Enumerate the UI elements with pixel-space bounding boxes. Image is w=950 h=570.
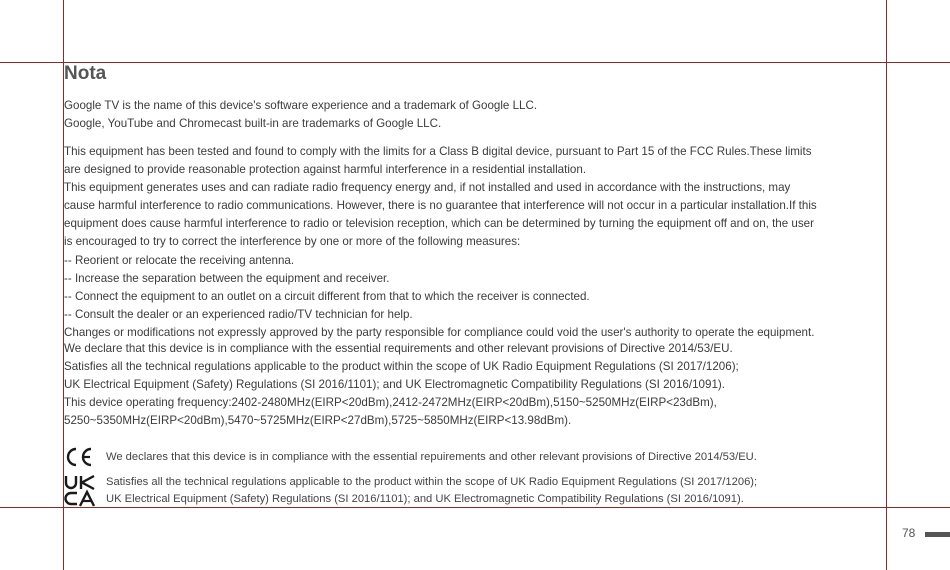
ce-mark-icon xyxy=(64,446,96,473)
fcc-line: This equipment has been tested and found to comply with the limits for a Class B digital device, pursuant to Part 15 of the FCC Rules.These limits xyxy=(64,145,812,158)
page-number: 78 xyxy=(902,526,916,540)
ce-mark-text: We declares that this device is in compliance with the essential repuirements and other relevant provisions of Directive 2014/53/EU. xyxy=(106,451,757,463)
frequency-line: This device operating frequency:2402-2480MHz(EIRP<20dBm),2412-2472MHz(EIRP<20dBm),5150~5250MHz(EIRP<23dBm), xyxy=(64,396,717,410)
fcc-line: are designed to provide reasonable protection against harmful interference in a residential installation. xyxy=(64,163,587,177)
crop-line-top xyxy=(0,62,950,63)
page-number-bar xyxy=(925,532,950,537)
fcc-measure: -- Consult the dealer or an experienced radio/TV technician for help. xyxy=(64,307,413,321)
fcc-line: This equipment generates uses and can radiate radio frequency energy and, if not installed and used in accordance with the instructions, may xyxy=(64,181,791,195)
trademark-notice xyxy=(64,97,537,133)
fcc-statement xyxy=(64,143,817,342)
fcc-measure: -- Increase the separation between the equipment and receiver. xyxy=(64,271,390,285)
fcc-line: Changes or modifications not expressly approved by the party responsible for compliance could void the user's authority to operate the equipment. xyxy=(64,325,815,339)
fcc-measure: -- Reorient or relocate the receiving antenna. xyxy=(64,253,295,267)
fcc-line: cause harmful interference to radio communications. However, there is no guarantee that interference will not occur in a particular installation.If this xyxy=(64,199,817,213)
fcc-measure: -- Connect the equipment to an outlet on a circuit different from that to which the receiver is connected. xyxy=(64,289,590,303)
trademark-line: Google TV is the name of this device's software experience and a trademark of Google LLC. xyxy=(64,99,538,112)
fcc-line: equipment does cause harmful interference to radio or television reception, which can be determined by turning the equipment off and on, the user xyxy=(64,217,814,231)
ukca-line: UK Electrical Equipment (Safety) Regulations (SI 2016/1101); and UK Electromagnetic Compatibility Regulations (SI 2016/1091). xyxy=(106,493,744,505)
ce-mark-row xyxy=(64,446,757,473)
ukca-mark-icon xyxy=(64,474,96,513)
declaration-line: UK Electrical Equipment (Safety) Regulations (SI 2016/1101); and UK Electromagnetic Compatibility Regulations (SI 2016/1091). xyxy=(64,378,725,392)
eu-uk-declaration xyxy=(64,340,739,430)
page-title: Nota xyxy=(64,63,107,84)
declaration-line: Satisfies all the technical regulations applicable to the product within the scope of UK Radio Equipment Regulations (SI 2017/1206); xyxy=(64,360,739,374)
trademark-line: Google, YouTube and Chromecast built-in are trademarks of Google LLC. xyxy=(64,117,442,131)
declaration-line: We declare that this device is in compliance with the essential requirements and other relevant provisions of Directive 2014/53/EU. xyxy=(64,342,733,355)
ukca-line: Satisfies all the technical regulations applicable to the product within the scope of UK Radio Equipment Regulations (SI 2017/1206); xyxy=(106,476,758,488)
ukca-mark-text xyxy=(106,474,757,508)
fcc-line: is encouraged to try to correct the interference by one or more of the following measures: xyxy=(64,235,521,249)
frequency-line: 5250~5350MHz(EIRP<20dBm),5470~5725MHz(EIRP<27dBm),5725~5850MHz(EIRP<13.98dBm). xyxy=(64,414,572,428)
ukca-mark-row xyxy=(64,474,757,513)
crop-line-right xyxy=(886,0,887,570)
